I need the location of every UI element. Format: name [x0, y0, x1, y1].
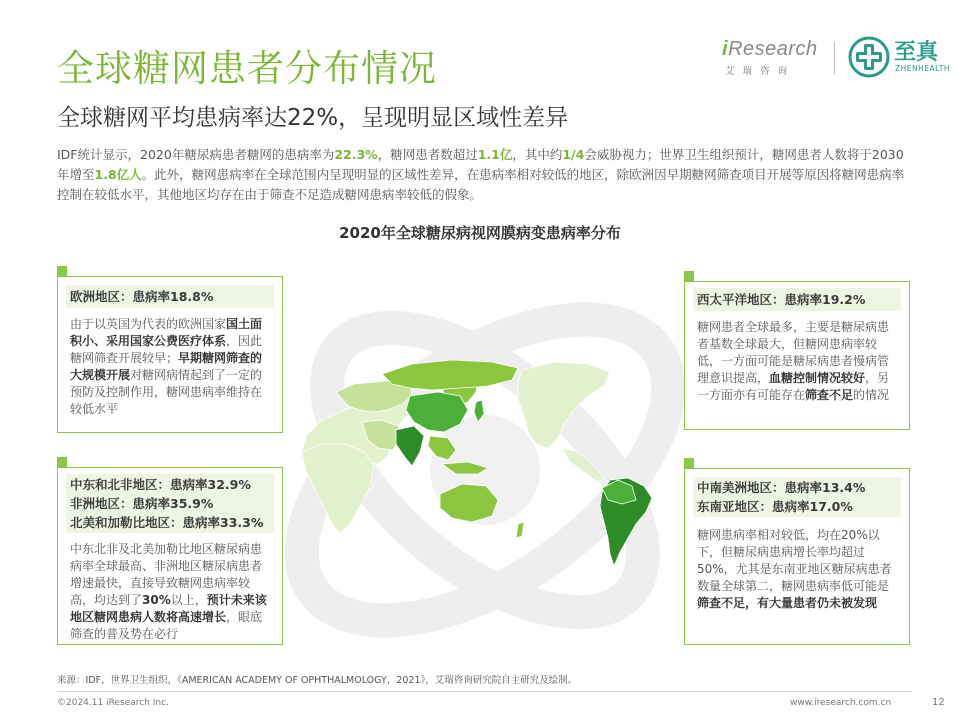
panel-text: ，眼底筛查的普及势在必行 [70, 610, 263, 641]
panel-text: ，另一方面亦有可能存在 [697, 371, 890, 402]
iresearch-logo-cn: 艾瑞咨询 [725, 66, 796, 77]
intro-paragraph [57, 145, 912, 205]
zhenhealth-logo [846, 34, 956, 80]
panel-western-pacific [684, 281, 910, 430]
panel-europe-body [58, 308, 282, 418]
panel-marker [57, 457, 67, 467]
copyright: ©2024.11 iResearch Inc. [57, 698, 169, 708]
intro-text: IDF统计显示，2020年糖尿病患者糖网的患病率为 [57, 147, 335, 162]
panel-text-bold: 血糖控制情况较好 [769, 371, 866, 385]
panel-mena-heading-line: 非洲地区：患病率35.9% [70, 496, 214, 511]
map-region-australia [440, 484, 498, 522]
chart-title: 2020年全球糖尿病视网膜病变患病率分布 [339, 224, 621, 242]
panel-text-bold: 早期糖网筛查的大规模开展 [70, 351, 263, 382]
panel-latam-sea-heading [693, 477, 901, 517]
panel-text-bold: 预计未来该地区糖网患病人数将高速增长 [70, 593, 267, 624]
zhenhealth-logo-en: ZHENHEALTH [895, 64, 951, 73]
panel-text: 以上， [170, 593, 207, 607]
panel-mena-body [58, 533, 282, 643]
panel-text: 糖网患者全球最多，主要是糖尿病患者基数全球最大，但糖网患病率较低，一方面可能是糖尿病患者慢病管理意识提高， [697, 320, 890, 385]
panel-marker [57, 266, 67, 276]
iresearch-logo [722, 38, 822, 77]
panel-mena [57, 467, 283, 645]
iresearch-logo-word: Research [728, 38, 818, 60]
map-region-new-zealand [516, 522, 524, 538]
panel-western-pacific-heading: 西太平洋地区：患病率19.2% [693, 288, 901, 311]
intro-text: 。此外，糖网患病率在全球范围内呈现明显的区域性差异，在患病率相对较低的地区，除欧洲因早期糖网筛查项目开展等原因将糖网患病率控制在较低水平，其他地区均存在由于筛查不足造成糖网患病率较低的假象。 [57, 167, 905, 202]
panel-text-bold: 国土面积小、采用国家公费医疗体系 [70, 317, 263, 348]
intro-highlight: 1.1亿 [477, 147, 513, 162]
source-note: 来源：IDF，世界卫生组织，《AMERICAN ACADEMY OF OPHTHALMOLOGY，2021》，艾瑞咨询研究院自主研究及绘制。 [57, 675, 578, 686]
panel-text-bold: 30% [142, 593, 171, 607]
intro-highlight: 1.8亿人 [94, 167, 142, 182]
map-region-south-asia [396, 426, 424, 466]
page-number: 12 [932, 697, 945, 708]
panel-text-bold: 筛查不足 [805, 388, 854, 402]
panel-marker [684, 271, 694, 281]
panel-europe-heading: 欧洲地区：患病率18.8% [66, 285, 274, 308]
map-region-east-asia [406, 392, 468, 432]
map-region-indonesia [442, 462, 488, 474]
panel-text: 糖网患病率相对较低，均在20%以下，但糖尿病患病增长率均超过50%，尤其是东南亚地区糖尿病患者数量全球第二，糖网患病率低可能是 [697, 528, 892, 593]
panel-latam-sea-body [685, 517, 909, 612]
panel-text-bold: 筛查不足，有大量患者仍未被发现 [697, 596, 878, 610]
map-region-russia [382, 360, 518, 390]
logo-divider [834, 42, 835, 74]
page-subtitle: 全球糖网平均患病率达22%，呈现明显区域性差异 [57, 105, 569, 131]
panel-text: 由于以英国为代表的欧洲国家 [70, 317, 227, 331]
iresearch-logo-i: i [722, 38, 729, 60]
intro-highlight: 22.3% [334, 147, 378, 162]
zhenhealth-cross-icon [848, 36, 890, 78]
panel-text: 对糖网病情起到了一定的预防及控制作用，糖网患病率维持在较低水平 [70, 368, 263, 416]
panel-latam-sea [684, 468, 910, 645]
panel-text: 中东北非及北美加勒比地区糖尿病患病率全球最高、非洲地区糖尿病患者增速最快，直接导致糖网患病率较高，均达到了 [70, 542, 263, 607]
panel-latam-heading-line: 东南亚地区：患病率17.0% [697, 499, 853, 514]
page-title: 全球糖网患者分布情况 [57, 47, 437, 90]
panel-europe [57, 276, 283, 433]
panel-latam-heading-line: 中南美洲地区：患病率13.4% [697, 480, 866, 495]
world-map [292, 340, 692, 575]
intro-text: ，糖网患者数超过 [377, 147, 478, 162]
panel-text: 的情况 [853, 388, 890, 402]
intro-text: ，其中约 [512, 147, 563, 162]
panel-mena-heading-line: 中东和北非地区：患病率32.9% [70, 477, 251, 492]
zhenhealth-logo-cn: 至真 [894, 40, 939, 65]
intro-highlight: 1/4 [562, 147, 585, 162]
panel-text: ，因此糖网筛查开展较早； [70, 334, 263, 365]
map-region-japan [474, 400, 484, 422]
map-region-central-america [562, 448, 604, 482]
panel-western-pacific-body [685, 311, 909, 404]
panel-marker [684, 458, 694, 468]
map-region-southeast-asia [428, 436, 456, 460]
footer-url[interactable]: www.iresearch.com.cn [790, 698, 892, 708]
map-region-north-america-east [518, 362, 610, 448]
footer-divider [57, 691, 912, 692]
panel-mena-heading-line: 北美和加勒比地区：患病率33.3% [70, 515, 264, 530]
map-region-africa [302, 444, 374, 534]
intro-text: 会威胁视力；世界卫生组织预计，糖网患者人数将于2030年增至 [57, 147, 904, 182]
panel-mena-heading [66, 474, 274, 533]
